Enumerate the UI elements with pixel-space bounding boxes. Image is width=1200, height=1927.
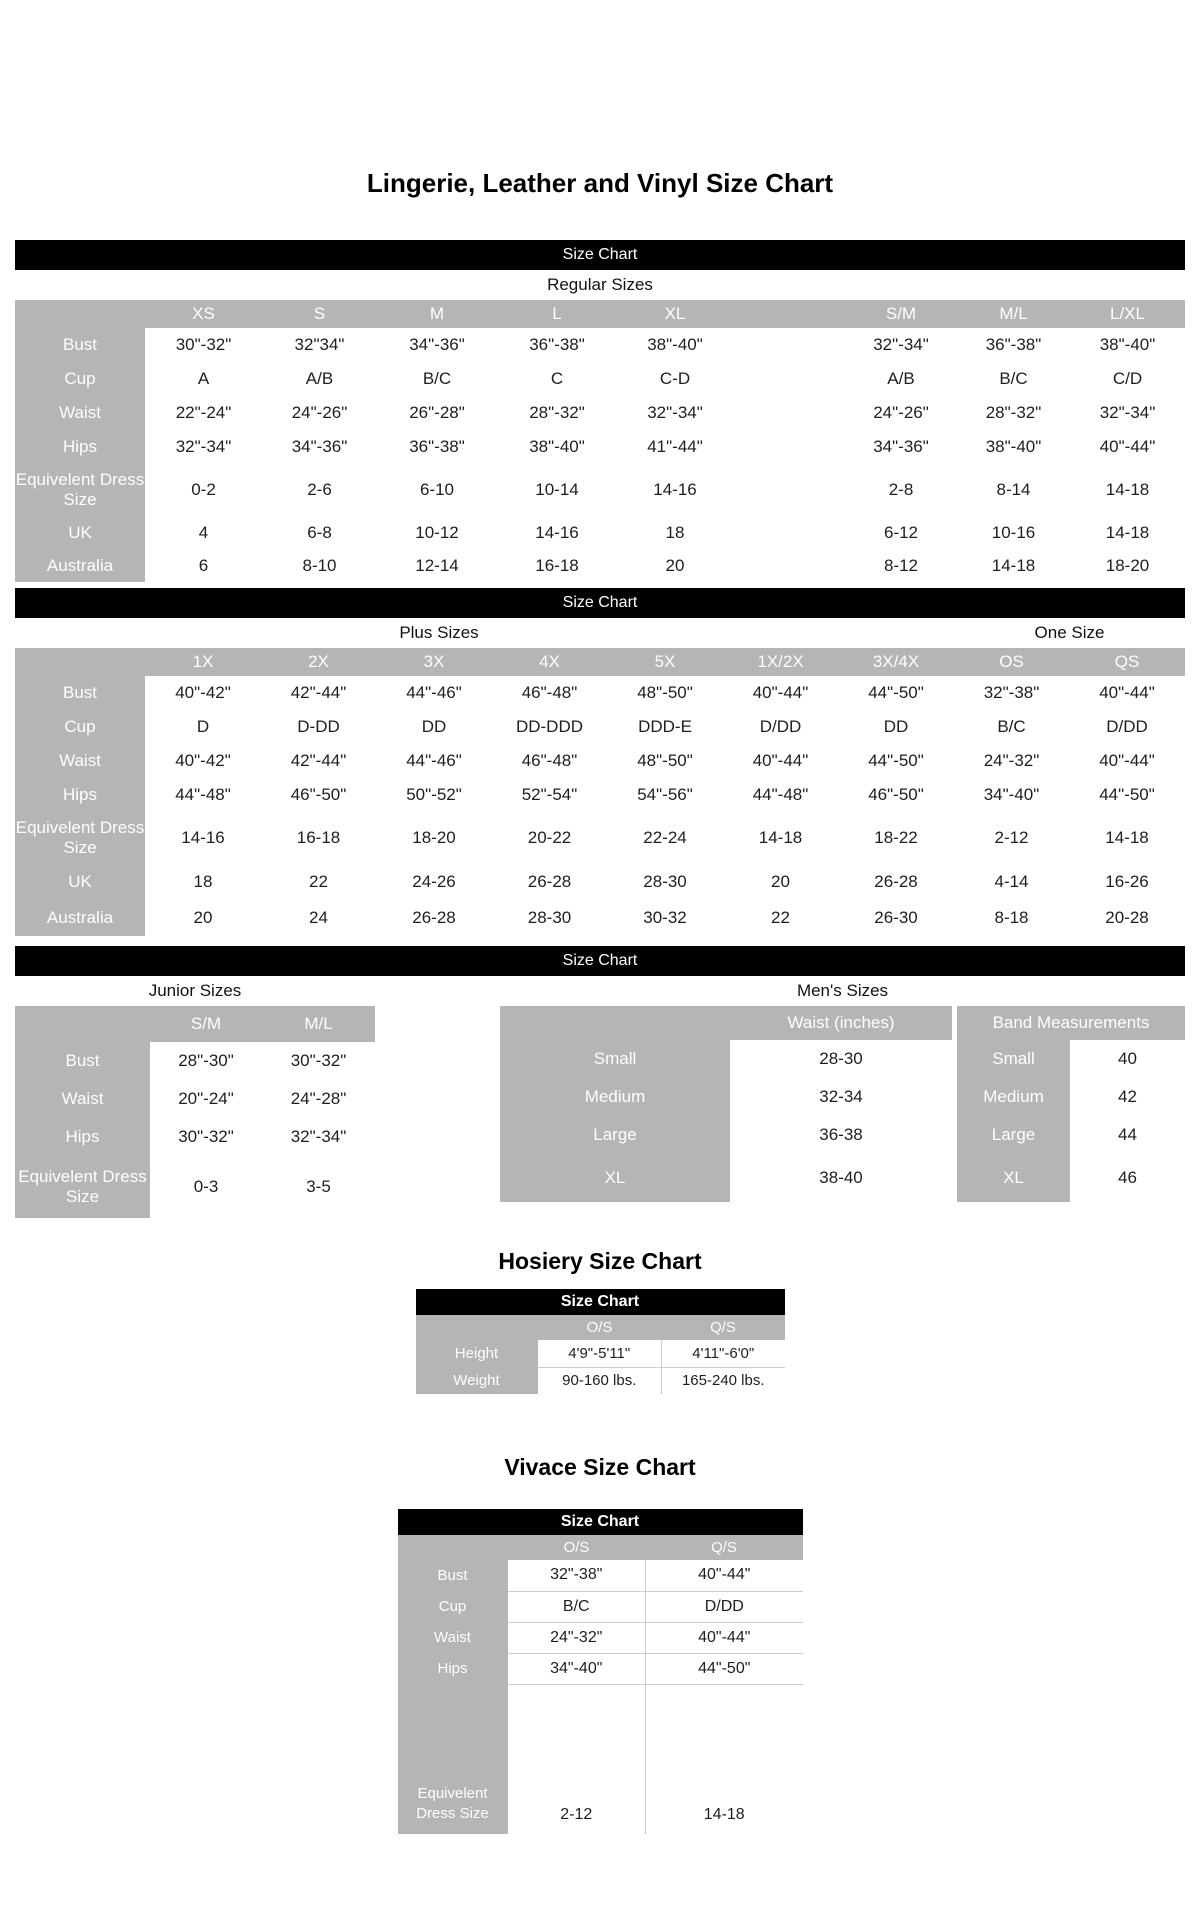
table-cell: 14-16 <box>145 812 261 864</box>
table-row <box>15 550 1185 582</box>
junior-sizes-table <box>15 1006 375 1218</box>
size-chart-bar: Size Chart <box>398 1509 803 1535</box>
table-cell: B/C <box>957 362 1070 396</box>
column-header: 2X <box>261 648 376 676</box>
table-cell: D/DD <box>723 710 838 744</box>
table-cell: 38"-40" <box>497 430 617 464</box>
size-chart-bar: Size Chart <box>15 946 1185 976</box>
table-row <box>15 1118 375 1156</box>
table-cell <box>733 430 845 464</box>
table-cell: 24"-28" <box>262 1080 375 1118</box>
column-header: M/L <box>957 300 1070 328</box>
table-row <box>398 1622 803 1653</box>
table-cell: 2-8 <box>845 464 957 516</box>
table-cell: A/B <box>262 362 377 396</box>
table-corner <box>398 1535 508 1560</box>
table-cell: 28-30 <box>730 1040 952 1078</box>
row-label: Waist <box>15 1080 150 1118</box>
row-label: Cup <box>398 1591 508 1622</box>
row-label: Medium <box>500 1078 730 1116</box>
header-row <box>957 1006 1185 1040</box>
table-cell: A <box>145 362 262 396</box>
hosiery-chart <box>416 1289 785 1394</box>
table-cell: 30"-32" <box>262 1042 375 1080</box>
table-cell: C-D <box>617 362 733 396</box>
table-cell: 24-26 <box>376 864 492 900</box>
header-row <box>15 300 1185 328</box>
table-cell: 20-28 <box>1069 900 1185 936</box>
table-cell <box>733 328 845 362</box>
column-header: M <box>377 300 497 328</box>
table-cell: 48"-50" <box>607 744 723 778</box>
table-cell: 46 <box>1070 1154 1185 1202</box>
table-cell: 8-12 <box>845 550 957 582</box>
row-label: Large <box>500 1116 730 1154</box>
table-cell: 30-32 <box>607 900 723 936</box>
table-cell <box>733 464 845 516</box>
table-cell: 38-40 <box>730 1154 952 1202</box>
table-cell: 52"-54" <box>492 778 607 812</box>
table-cell: 0-2 <box>145 464 262 516</box>
table-cell: 26-28 <box>376 900 492 936</box>
table-cell <box>733 516 845 550</box>
table-cell: 34"-36" <box>845 430 957 464</box>
row-label: Equivelent Dress Size <box>398 1684 508 1834</box>
table-cell: C/D <box>1070 362 1185 396</box>
regular-sizes-table <box>15 300 1185 582</box>
junior-sizes-subtitle: Junior Sizes <box>148 981 242 1000</box>
table-cell: 6-8 <box>262 516 377 550</box>
row-label: XL <box>500 1154 730 1202</box>
column-header: Q/S <box>646 1535 803 1560</box>
table-cell: 4-14 <box>954 864 1069 900</box>
table-cell: 0-3 <box>150 1156 262 1218</box>
table-cell: 44"-46" <box>376 744 492 778</box>
table-cell: 26-30 <box>838 900 954 936</box>
table-cell: 22 <box>261 864 376 900</box>
table-cell: 10-12 <box>377 516 497 550</box>
hosiery-table <box>416 1315 785 1394</box>
table-cell: 48"-50" <box>607 676 723 710</box>
row-label: Weight <box>416 1367 538 1394</box>
row-label: UK <box>15 516 145 550</box>
table-cell: 40"-44" <box>1069 676 1185 710</box>
table-cell: 28-30 <box>607 864 723 900</box>
vivace-table <box>398 1535 803 1834</box>
table-cell: 165-240 lbs. <box>662 1367 785 1394</box>
table-row <box>15 328 1185 362</box>
table-row <box>15 464 1185 516</box>
table-cell: 6 <box>145 550 262 582</box>
table-cell: 44 <box>1070 1116 1185 1154</box>
table-cell: 8-10 <box>262 550 377 582</box>
table-cell: 20 <box>617 550 733 582</box>
table-cell: DD <box>376 710 492 744</box>
row-label: Cup <box>15 710 145 744</box>
column-header: 3X <box>376 648 492 676</box>
row-label: Bust <box>15 676 145 710</box>
vivace-chart <box>398 1509 803 1834</box>
table-cell: DD <box>838 710 954 744</box>
table-corner <box>416 1315 538 1340</box>
row-label: Cup <box>15 362 145 396</box>
size-chart-bar: Size Chart <box>15 240 1185 270</box>
table-cell: 16-18 <box>497 550 617 582</box>
row-label: Bust <box>15 328 145 362</box>
table-cell: 30"-32" <box>150 1118 262 1156</box>
table-cell: 46"-48" <box>492 676 607 710</box>
table-cell: 24"-26" <box>845 396 957 430</box>
table-cell: D <box>145 710 261 744</box>
table-cell: 20"-24" <box>150 1080 262 1118</box>
regular-sizes-subtitle-row <box>15 270 1185 300</box>
table-cell: 10-14 <box>497 464 617 516</box>
table-cell: 6-10 <box>377 464 497 516</box>
table-cell: 38"-40" <box>617 328 733 362</box>
row-label: Height <box>416 1340 538 1367</box>
table-row <box>957 1154 1185 1202</box>
column-header: O/S <box>508 1535 646 1560</box>
table-cell: 24"-32" <box>954 744 1069 778</box>
column-header: 5X <box>607 648 723 676</box>
table-cell: 22 <box>723 900 838 936</box>
column-header: Q/S <box>662 1315 785 1340</box>
table-corner <box>15 300 145 328</box>
row-label: Equivelent Dress Size <box>15 1156 150 1218</box>
header-row <box>15 1006 375 1042</box>
table-cell: 36"-38" <box>957 328 1070 362</box>
table-cell: 26-28 <box>492 864 607 900</box>
size-chart-page <box>15 0 1185 1834</box>
table-cell: 90-160 lbs. <box>538 1367 662 1394</box>
row-label: Small <box>500 1040 730 1078</box>
table-cell: B/C <box>377 362 497 396</box>
row-label: Hips <box>15 778 145 812</box>
table-row <box>15 396 1185 430</box>
table-row <box>15 778 1185 812</box>
row-label: Bust <box>15 1042 150 1080</box>
header-row <box>15 648 1185 676</box>
table-cell: B/C <box>954 710 1069 744</box>
table-row <box>398 1653 803 1684</box>
table-cell: A/B <box>845 362 957 396</box>
table-cell: 10-16 <box>957 516 1070 550</box>
table-cell: 40 <box>1070 1040 1185 1078</box>
table-cell: 20-22 <box>492 812 607 864</box>
table-cell: 42"-44" <box>261 744 376 778</box>
table-row <box>15 744 1185 778</box>
table-row <box>15 1042 375 1080</box>
table-cell: 44"-50" <box>838 676 954 710</box>
table-cell: 8-14 <box>957 464 1070 516</box>
table-cell: 24"-26" <box>262 396 377 430</box>
table-cell: 4 <box>145 516 262 550</box>
table-row <box>15 900 1185 936</box>
table-cell: 40"-42" <box>145 676 261 710</box>
table-cell: 44"-46" <box>376 676 492 710</box>
table-cell: 34"-40" <box>954 778 1069 812</box>
table-cell: 28"-32" <box>957 396 1070 430</box>
column-header: QS <box>1069 648 1185 676</box>
table-cell: 44"-48" <box>723 778 838 812</box>
table-cell: 16-26 <box>1069 864 1185 900</box>
column-header: S <box>262 300 377 328</box>
table-cell: 18 <box>617 516 733 550</box>
table-cell: 44"-50" <box>646 1653 803 1684</box>
plus-sizes-table <box>15 648 1185 936</box>
table-cell: 14-16 <box>497 516 617 550</box>
column-header: 1X <box>145 648 261 676</box>
column-header: Band Measurements <box>957 1006 1185 1040</box>
table-cell: 40"-42" <box>145 744 261 778</box>
table-cell: 14-18 <box>723 812 838 864</box>
row-label: Waist <box>15 744 145 778</box>
table-cell: 32"34" <box>262 328 377 362</box>
table-row <box>15 864 1185 900</box>
page-title: Lingerie, Leather and Vinyl Size Chart <box>366 168 834 198</box>
column-header: Waist (inches) <box>730 1006 952 1040</box>
table-cell: B/C <box>508 1591 646 1622</box>
table-cell: 18-22 <box>838 812 954 864</box>
table-cell: 32-34 <box>730 1078 952 1116</box>
row-label: Hips <box>15 430 145 464</box>
vivace-title: Vivace Size Chart <box>504 1454 696 1480</box>
table-row <box>957 1116 1185 1154</box>
table-cell: 28"-30" <box>150 1042 262 1080</box>
table-cell: 24 <box>261 900 376 936</box>
table-cell: 32"-34" <box>845 328 957 362</box>
table-cell: 14-18 <box>1070 464 1185 516</box>
table-row <box>15 1156 375 1218</box>
table-row <box>15 1080 375 1118</box>
header-row <box>500 1006 952 1040</box>
table-cell: 42 <box>1070 1078 1185 1116</box>
table-cell: 4'9"-5'11" <box>538 1340 662 1367</box>
table-cell: 44"-48" <box>145 778 261 812</box>
table-cell <box>733 396 845 430</box>
table-cell: 24"-32" <box>508 1622 646 1653</box>
table-cell: 2-6 <box>262 464 377 516</box>
table-row <box>500 1116 952 1154</box>
table-cell: 40"-44" <box>723 744 838 778</box>
row-label: Waist <box>398 1622 508 1653</box>
table-cell: 18 <box>145 864 261 900</box>
table-cell: 44"-50" <box>838 744 954 778</box>
table-cell: 28"-32" <box>497 396 617 430</box>
table-cell: 44"-50" <box>1069 778 1185 812</box>
row-label: Hips <box>15 1118 150 1156</box>
table-cell: 34"-36" <box>262 430 377 464</box>
table-cell: 18-20 <box>1070 550 1185 582</box>
table-row <box>416 1367 785 1394</box>
size-chart-bar: Size Chart <box>416 1289 785 1315</box>
table-cell: 2-12 <box>508 1684 646 1834</box>
row-label: Medium <box>957 1078 1070 1116</box>
table-cell: 8-18 <box>954 900 1069 936</box>
table-cell: 40"-44" <box>1070 430 1185 464</box>
table-row <box>500 1154 952 1202</box>
table-row <box>398 1684 803 1834</box>
table-row <box>500 1040 952 1078</box>
table-cell: D/DD <box>1069 710 1185 744</box>
table-cell: 14-18 <box>1070 516 1185 550</box>
column-header: 1X/2X <box>723 648 838 676</box>
junior-mens-subtitle-row <box>15 976 1185 1006</box>
table-cell: 6-12 <box>845 516 957 550</box>
row-label: Equivelent Dress Size <box>15 812 145 864</box>
table-cell: DD-DDD <box>492 710 607 744</box>
row-label: Waist <box>15 396 145 430</box>
table-row <box>15 710 1185 744</box>
mens-sizes-subtitle: Men's Sizes <box>796 981 889 1000</box>
table-cell: DDD-E <box>607 710 723 744</box>
row-label: XL <box>957 1154 1070 1202</box>
table-corner <box>15 648 145 676</box>
table-cell: 18-20 <box>376 812 492 864</box>
table-cell: 40"-44" <box>646 1622 803 1653</box>
column-header: XL <box>617 300 733 328</box>
table-row <box>15 676 1185 710</box>
table-cell: 36"-38" <box>497 328 617 362</box>
plus-sizes-subtitle-row <box>15 618 1185 648</box>
table-cell: 40"-44" <box>1069 744 1185 778</box>
column-header: O/S <box>538 1315 662 1340</box>
table-cell: 14-18 <box>646 1684 803 1834</box>
table-cell: 32"-38" <box>508 1560 646 1591</box>
table-cell: 36-38 <box>730 1116 952 1154</box>
table-cell: 38"-40" <box>957 430 1070 464</box>
table-corner <box>15 1006 150 1042</box>
header-row <box>416 1315 785 1340</box>
mens-band-table <box>957 1006 1185 1202</box>
table-cell: 34"-36" <box>377 328 497 362</box>
row-label: UK <box>15 864 145 900</box>
column-header: L <box>497 300 617 328</box>
table-cell: 40"-44" <box>646 1560 803 1591</box>
table-cell: 12-14 <box>377 550 497 582</box>
table-cell: 32"-34" <box>1070 396 1185 430</box>
column-header: S/M <box>150 1006 262 1042</box>
table-cell: 22-24 <box>607 812 723 864</box>
row-label: Australia <box>15 900 145 936</box>
size-chart-bar: Size Chart <box>15 588 1185 618</box>
column-header <box>733 300 845 328</box>
table-cell: 32"-34" <box>617 396 733 430</box>
table-cell: 34"-40" <box>508 1653 646 1684</box>
table-cell: 16-18 <box>261 812 376 864</box>
table-cell: 26"-28" <box>377 396 497 430</box>
table-cell <box>733 362 845 396</box>
table-row <box>500 1078 952 1116</box>
column-header: 4X <box>492 648 607 676</box>
table-row <box>416 1340 785 1367</box>
table-cell: 36"-38" <box>377 430 497 464</box>
table-corner <box>500 1006 730 1040</box>
header-row <box>398 1535 803 1560</box>
table-row <box>957 1040 1185 1078</box>
table-cell: 41"-44" <box>617 430 733 464</box>
row-label: Equivelent Dress Size <box>15 464 145 516</box>
table-cell: D-DD <box>261 710 376 744</box>
column-header: 3X/4X <box>838 648 954 676</box>
table-cell: 3-5 <box>262 1156 375 1218</box>
column-header: XS <box>145 300 262 328</box>
table-cell: 30"-32" <box>145 328 262 362</box>
plus-sizes-subtitle: Plus Sizes <box>399 623 479 642</box>
column-header: OS <box>954 648 1069 676</box>
hosiery-title: Hosiery Size Chart <box>498 1248 702 1274</box>
row-label: Small <box>957 1040 1070 1078</box>
table-cell: 22"-24" <box>145 396 262 430</box>
table-cell <box>733 550 845 582</box>
regular-sizes-subtitle: Regular Sizes <box>547 275 653 294</box>
column-header: L/XL <box>1070 300 1185 328</box>
table-cell: 20 <box>145 900 261 936</box>
table-cell: 40"-44" <box>723 676 838 710</box>
table-cell: C <box>497 362 617 396</box>
row-label: Large <box>957 1116 1070 1154</box>
table-cell: 32"-34" <box>262 1118 375 1156</box>
table-row <box>398 1560 803 1591</box>
column-header: M/L <box>262 1006 375 1042</box>
table-cell: 46"-50" <box>261 778 376 812</box>
table-cell: 14-18 <box>957 550 1070 582</box>
row-label: Bust <box>398 1560 508 1591</box>
row-label: Hips <box>398 1653 508 1684</box>
table-cell: 46"-50" <box>838 778 954 812</box>
table-cell: 46"-48" <box>492 744 607 778</box>
row-label: Australia <box>15 550 145 582</box>
table-cell: 20 <box>723 864 838 900</box>
table-cell: 26-28 <box>838 864 954 900</box>
table-row <box>15 430 1185 464</box>
table-cell: 38"-40" <box>1070 328 1185 362</box>
junior-mens-tables-row <box>15 1006 1185 1218</box>
table-cell: 4'11"-6'0" <box>662 1340 785 1367</box>
table-row <box>398 1591 803 1622</box>
table-cell: 2-12 <box>954 812 1069 864</box>
table-cell: 32"-38" <box>954 676 1069 710</box>
table-cell: 32"-34" <box>145 430 262 464</box>
table-row <box>15 362 1185 396</box>
table-row <box>15 516 1185 550</box>
table-cell: D/DD <box>646 1591 803 1622</box>
table-row <box>15 812 1185 864</box>
table-cell: 14-18 <box>1069 812 1185 864</box>
table-cell: 54"-56" <box>607 778 723 812</box>
one-size-subtitle: One Size <box>1034 623 1105 642</box>
column-header: S/M <box>845 300 957 328</box>
table-cell: 42"-44" <box>261 676 376 710</box>
table-cell: 50"-52" <box>376 778 492 812</box>
table-row <box>957 1078 1185 1116</box>
mens-waist-table <box>500 1006 952 1202</box>
table-cell: 28-30 <box>492 900 607 936</box>
table-cell: 14-16 <box>617 464 733 516</box>
